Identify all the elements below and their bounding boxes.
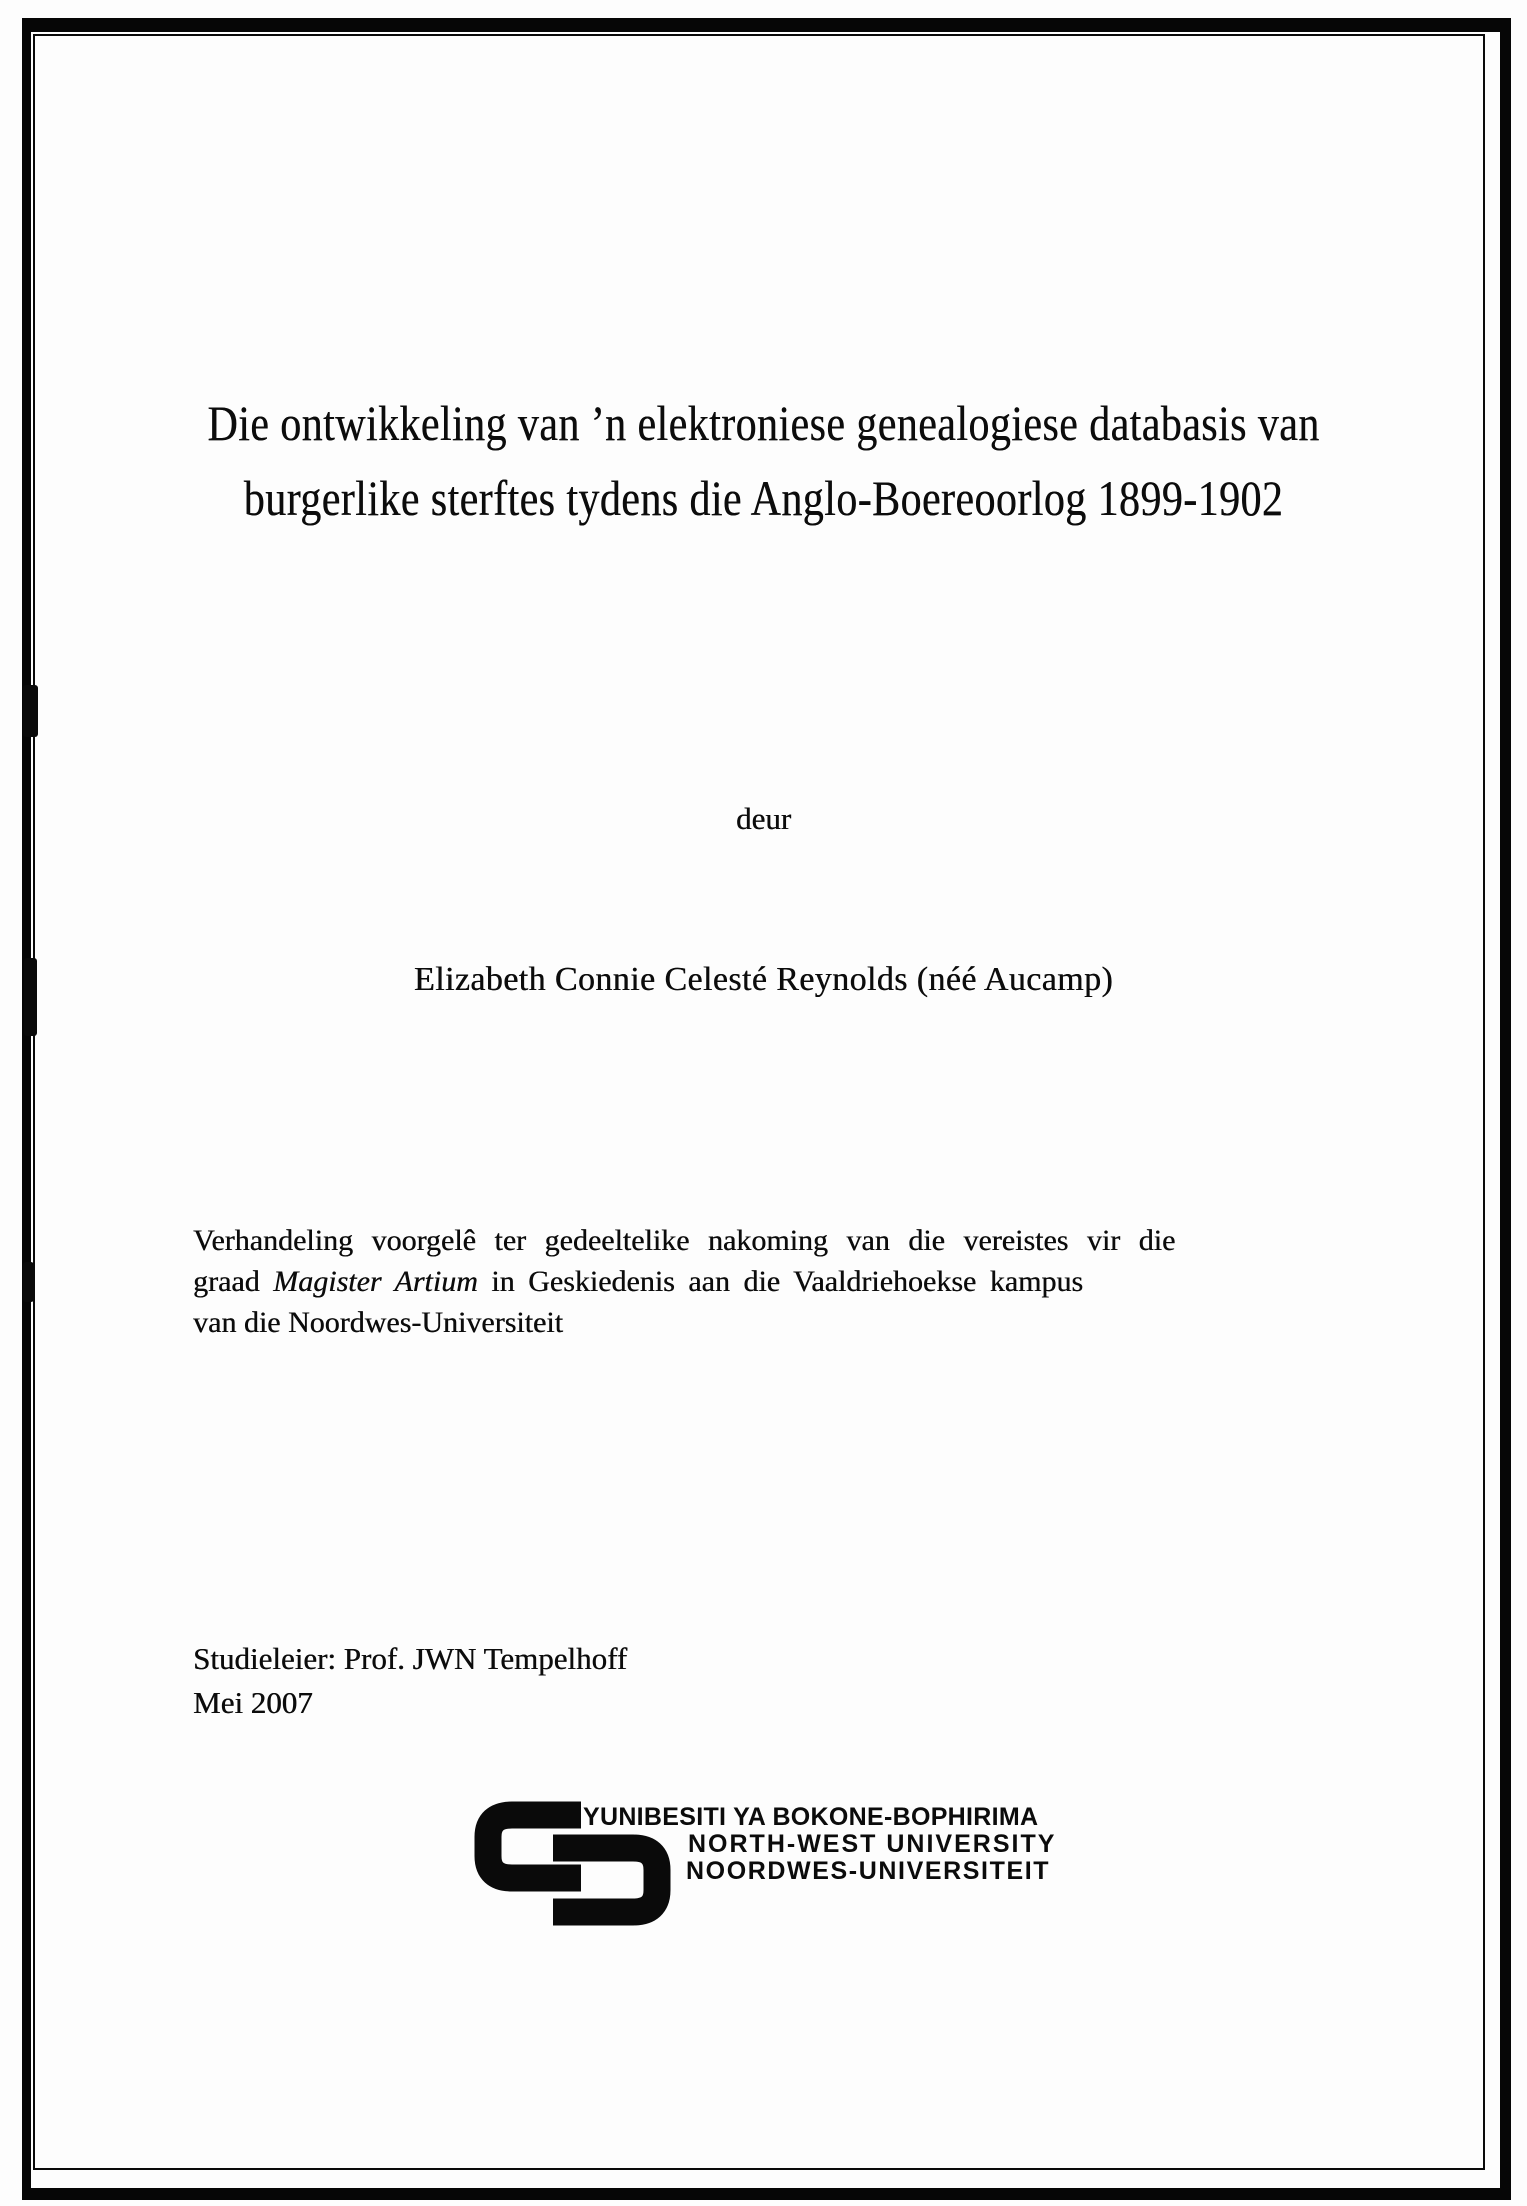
statement-line3: van die Noordwes-Universiteit: [193, 1306, 563, 1339]
statement-line2-suffix: in Geskiedenis aan die Vaaldriehoekse kampus: [477, 1265, 1084, 1298]
logo-name-afrikaans: NOORDWES-UNIVERSITEIT: [686, 1857, 1051, 1885]
supervisor-line: Studieleier: Prof. JWN Tempelhoff: [193, 1641, 628, 1676]
nwu-wordmark: [583, 1804, 1056, 1885]
scan-noise-blob: [23, 1262, 34, 1302]
author-name: Elizabeth Connie Celesté Reynolds (néé Aucamp): [413, 961, 1114, 998]
byline-label: deur: [735, 801, 792, 836]
thesis-title-line2: burgerlike sterftes tydens die Anglo-Boereoorlog 1899-1902: [243, 470, 1284, 526]
logo-name-english: NORTH-WEST UNIVERSITY: [688, 1830, 1057, 1858]
scan-noise-blob: [23, 685, 38, 737]
statement-line2: [193, 1261, 1343, 1302]
thesis-statement: [193, 1220, 1343, 1343]
thesis-title-line1: Die ontwikkeling van ’n elektroniese genealogiese databasis van: [207, 395, 1320, 451]
statement-line1: Verhandeling voorgelê ter gedeeltelike nakoming van die vereistes vir die: [193, 1224, 1176, 1257]
date-line: Mei 2007: [193, 1685, 313, 1720]
logo-name-setswana: YUNIBESITI YA BOKONE-BOPHIRIMA: [583, 1803, 1039, 1831]
thesis-title: [122, 386, 1405, 536]
statement-line2-prefix: graad: [193, 1265, 274, 1298]
degree-name-italic: Magister Artium: [273, 1265, 478, 1298]
